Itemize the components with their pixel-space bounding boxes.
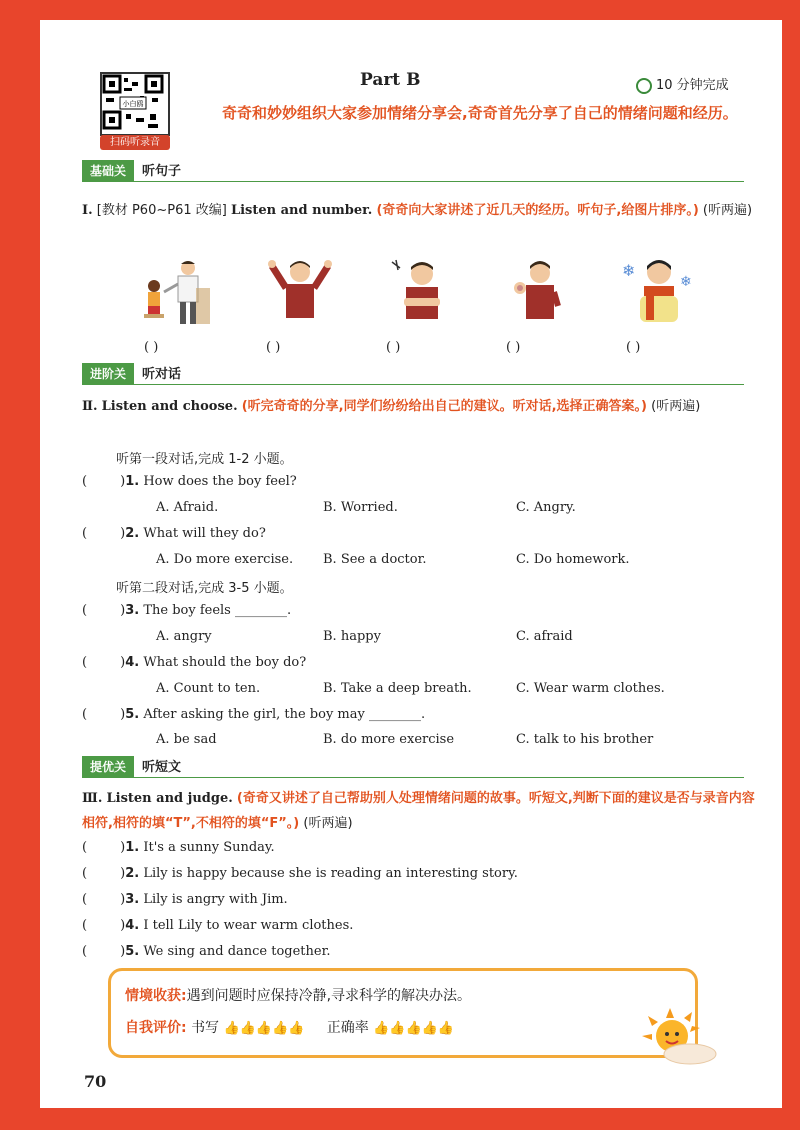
timer (636, 74, 729, 94)
option-c[interactable]: C. Wear warm clothes. (516, 681, 665, 696)
q-prefix: Ⅲ. (82, 791, 103, 806)
thumbs-up-icon[interactable]: 👍👍👍👍👍 (373, 1021, 455, 1036)
section-1-header (82, 160, 744, 182)
answer-paren[interactable]: ( ) (82, 918, 126, 933)
q-times: (听两遍) (651, 399, 701, 414)
q-prefix: Ⅰ. (82, 203, 93, 218)
mc-question (82, 526, 266, 541)
qr-brand-text: 小白鸥 (122, 100, 144, 108)
picture-boy-cheering (266, 258, 334, 334)
q-label: Listen and choose. (101, 399, 238, 414)
section-tag: 进阶关 (82, 363, 134, 384)
mc-question (82, 707, 425, 722)
q-label: Listen and number. (230, 203, 373, 218)
option-c[interactable]: C. talk to his brother (516, 732, 654, 747)
item-number: 4. (125, 918, 140, 933)
accuracy-label: 正确率 (326, 1020, 369, 1036)
question-1-prompt (82, 198, 762, 223)
q-instruction: (听完奇奇的分享,同学们纷纷给出自己的建议。听对话,选择正确答案。) (241, 399, 647, 414)
section-title: 听短文 (142, 760, 182, 775)
part-title: Part B (360, 70, 421, 90)
dialogue-2-note: 听第二段对话,完成 3-5 小题。 (116, 581, 293, 596)
question-text: The boy feels ________. (143, 603, 292, 618)
option-c[interactable]: C. afraid (516, 629, 573, 644)
eval-label: 自我评价: (125, 1020, 187, 1036)
worksheet-page (40, 20, 782, 1108)
picture-boy-angry (388, 258, 456, 334)
section-tag: 提优关 (82, 756, 134, 777)
question-number: 4. (125, 655, 140, 670)
q-times: (听两遍) (702, 203, 753, 218)
answer-blank[interactable]: ( ) (266, 340, 281, 355)
question-3-prompt (82, 786, 762, 836)
section-title: 听句子 (142, 164, 182, 179)
gain-text: 遇到问题时应保持冷静,寻求科学的解决办法。 (186, 988, 472, 1004)
answer-paren[interactable]: ( ) (82, 474, 126, 489)
question-text: After asking the girl, the boy may ________. (143, 707, 426, 722)
item-number: 3. (125, 892, 140, 907)
answer-paren[interactable]: ( ) (82, 655, 126, 670)
item-text: We sing and dance together. (143, 944, 331, 959)
option-b[interactable]: B. Worried. (323, 500, 398, 515)
option-a[interactable]: A. be sad (156, 732, 217, 747)
item-text: I tell Lily to wear warm clothes. (143, 918, 354, 933)
answer-paren[interactable]: ( ) (82, 892, 126, 907)
eval-line (125, 1017, 454, 1037)
question-number: 5. (125, 707, 140, 722)
item-text: Lily is happy because she is reading an interesting story. (143, 866, 518, 881)
answer-paren[interactable]: ( ) (82, 603, 126, 618)
question-text: What should the boy do? (143, 655, 307, 670)
option-b[interactable]: B. happy (323, 629, 381, 644)
question-number: 3. (125, 603, 140, 618)
judge-item (82, 918, 353, 933)
section-2-header (82, 363, 744, 385)
snowflake-icon: ❄ (680, 274, 692, 290)
answer-paren[interactable]: ( ) (82, 707, 126, 722)
section-3-header (82, 756, 744, 778)
q-prefix: Ⅱ. (82, 399, 98, 414)
option-c[interactable]: C. Do homework. (516, 552, 630, 567)
q-times: (听两遍) (303, 816, 353, 831)
option-a[interactable]: A. Do more exercise. (156, 552, 294, 567)
answer-paren[interactable]: ( ) (82, 944, 126, 959)
picture-boy-breathing (506, 258, 574, 334)
q-instruction: (奇奇又讲述了自己帮助别人处理情绪问题的故事。听短文,判断下面的建议是否与录音内容相符,相符的填“T”,不相符的填“F”。) (82, 791, 755, 831)
question-2-prompt (82, 394, 762, 419)
item-text: Lily is angry with Jim. (143, 892, 288, 907)
judge-item (82, 892, 288, 907)
snowflake-icon: ❄ (622, 261, 636, 280)
question-text: What will they do? (143, 526, 266, 541)
option-a[interactable]: A. angry (156, 629, 212, 644)
answer-paren[interactable]: ( ) (82, 526, 126, 541)
judge-item (82, 944, 331, 959)
dialogue-1-note: 听第一段对话,完成 1-2 小题。 (116, 452, 293, 467)
answer-blank[interactable]: ( ) (506, 340, 521, 355)
picture-doctor-visit (140, 258, 220, 334)
option-c[interactable]: C. Angry. (516, 500, 576, 515)
gain-line (125, 985, 471, 1005)
option-b[interactable]: B. do more exercise (323, 732, 455, 747)
thumbs-up-icon[interactable]: 👍👍👍👍👍 (223, 1021, 305, 1036)
qr-label: 扫码听录音 (100, 135, 170, 150)
option-a[interactable]: A. Count to ten. (156, 681, 261, 696)
question-text: How does the boy feel? (143, 474, 297, 489)
clock-icon (636, 78, 652, 94)
item-number: 2. (125, 866, 140, 881)
question-number: 1. (125, 474, 140, 489)
picture-girl-cold (620, 256, 698, 334)
answer-blank[interactable]: ( ) (386, 340, 401, 355)
write-label: 书写 (191, 1020, 220, 1036)
item-number: 1. (125, 840, 140, 855)
section-tag: 基础关 (82, 160, 134, 181)
answer-paren[interactable]: ( ) (82, 866, 126, 881)
answer-paren[interactable]: ( ) (82, 840, 126, 855)
q-instruction: (奇奇向大家讲述了近几天的经历。听句子,给图片排序。) (376, 203, 699, 218)
option-a[interactable]: A. Afraid. (156, 500, 219, 515)
sun-icon (640, 1008, 720, 1072)
mc-question (82, 474, 297, 489)
option-b[interactable]: B. Take a deep breath. (323, 681, 472, 696)
page-number: 70 (84, 1072, 107, 1091)
judge-item (82, 840, 275, 855)
q-source: [教材 P60~P61 改编] (96, 203, 227, 218)
mc-question (82, 655, 306, 670)
gain-label: 情境收获: (125, 988, 187, 1004)
item-text: It's a sunny Sunday. (143, 840, 275, 855)
item-number: 5. (125, 944, 140, 959)
answer-blank[interactable]: ( ) (144, 340, 159, 355)
summary-box (108, 968, 698, 1058)
timer-text: 10 分钟完成 (656, 78, 729, 93)
option-b[interactable]: B. See a doctor. (323, 552, 427, 567)
scenario-intro: 奇奇和妙妙组织大家参加情绪分享会,奇奇首先分享了自己的情绪问题和经历。 (222, 104, 738, 122)
mc-question (82, 603, 291, 618)
section-title: 听对话 (142, 367, 182, 382)
question-number: 2. (125, 526, 140, 541)
judge-item (82, 866, 518, 881)
answer-blank[interactable]: ( ) (626, 340, 641, 355)
q-label: Listen and judge. (106, 791, 233, 806)
